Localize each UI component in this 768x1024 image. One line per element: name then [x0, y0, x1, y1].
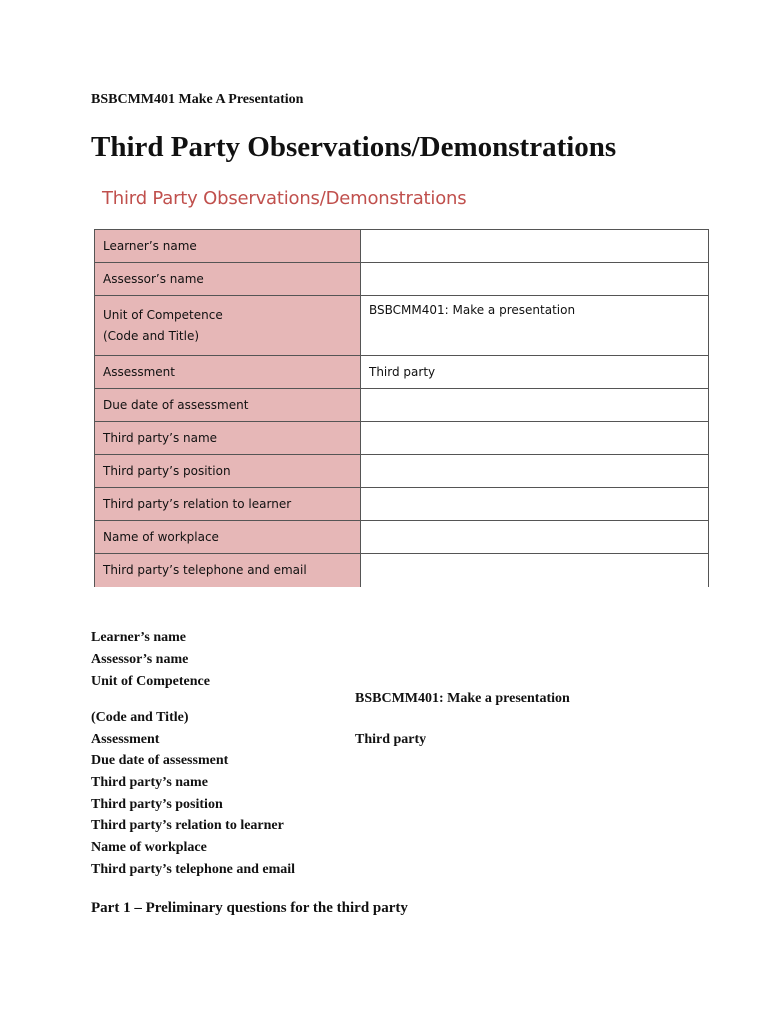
row-value: BSBCMM401: Make a presentation [361, 296, 709, 356]
row-value [361, 230, 709, 263]
row-label: Learner’s name [95, 230, 361, 263]
row-value [361, 554, 709, 587]
row-value [361, 389, 709, 422]
text-label-assessment: Assessment [91, 732, 160, 747]
text-label-third-party-relation: Third party’s relation to learner [91, 818, 284, 833]
table-row [95, 521, 709, 554]
row-label: Third party’s name [95, 422, 361, 455]
observation-form-table [94, 229, 709, 587]
row-value: Third party [361, 356, 709, 389]
row-label: Assessment [95, 356, 361, 389]
text-label-code-title: (Code and Title) [91, 710, 189, 725]
row-label: Third party’s relation to learner [95, 488, 361, 521]
row-label-line2: (Code and Title) [103, 329, 200, 343]
table-row [95, 422, 709, 455]
text-label-unit: Unit of Competence [91, 674, 210, 689]
course-code-line: BSBCMM401 Make A Presentation [91, 92, 304, 107]
text-label-due-date: Due date of assessment [91, 753, 229, 768]
row-label: Assessor’s name [95, 263, 361, 296]
row-label: Due date of assessment [95, 389, 361, 422]
row-label: Name of workplace [95, 521, 361, 554]
table-row [95, 230, 709, 263]
row-value [361, 521, 709, 554]
text-label-third-party-name: Third party’s name [91, 775, 208, 790]
row-value [361, 263, 709, 296]
row-label: Third party’s telephone and email [95, 554, 361, 587]
table-row [95, 554, 709, 587]
row-label [95, 296, 361, 356]
text-value-unit: BSBCMM401: Make a presentation [355, 691, 570, 706]
row-label: Third party’s position [95, 455, 361, 488]
table-row [95, 296, 709, 356]
form-image-heading: Third Party Observations/Demonstrations [102, 188, 467, 209]
part1-heading: Part 1 – Preliminary questions for the third party [91, 900, 408, 916]
text-value-assessment: Third party [355, 732, 427, 747]
page-title: Third Party Observations/Demonstrations [91, 131, 617, 163]
table-row [95, 389, 709, 422]
row-value [361, 488, 709, 521]
row-value [361, 422, 709, 455]
table-row [95, 455, 709, 488]
text-label-workplace: Name of workplace [91, 840, 207, 855]
text-label-learner: Learner’s name [91, 630, 186, 645]
table-row [95, 263, 709, 296]
row-label-line1: Unit of Competence [103, 308, 223, 322]
text-label-third-party-position: Third party’s position [91, 797, 223, 812]
text-label-assessor: Assessor’s name [91, 652, 189, 667]
row-value [361, 455, 709, 488]
text-label-third-party-contact: Third party’s telephone and email [91, 862, 296, 877]
table-row [95, 356, 709, 389]
table-row [95, 488, 709, 521]
